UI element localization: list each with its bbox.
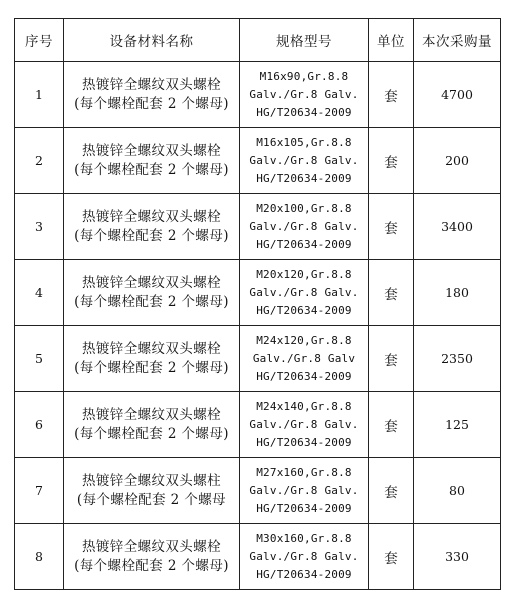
cell-unit: 套 <box>369 524 414 590</box>
material-name-line: (每个螺栓配套 2 个螺母) <box>74 557 229 574</box>
spec-line: M20x120,Gr.8.8 <box>256 267 352 281</box>
table-row <box>15 194 501 260</box>
spec-line: HG/T20634-2009 <box>256 369 352 383</box>
table-row <box>15 458 501 524</box>
cell-material-name <box>64 326 240 392</box>
header-serial-number: 序号 <box>15 19 64 62</box>
cell-material-name <box>64 524 240 590</box>
material-name-line: (每个螺栓配套 2 个螺母 <box>76 491 227 508</box>
spec-line: M16x90,Gr.8.8 <box>259 69 349 83</box>
material-name-line: (每个螺栓配套 2 个螺母) <box>74 293 229 310</box>
cell-material-name <box>64 458 240 524</box>
spec-line: HG/T20634-2009 <box>256 567 352 581</box>
cell-material-name <box>64 128 240 194</box>
cell-specification <box>240 326 369 392</box>
cell-material-name <box>64 62 240 128</box>
spec-line: HG/T20634-2009 <box>256 237 352 251</box>
cell-unit: 套 <box>369 260 414 326</box>
spec-line: Galv./Gr.8 Galv. <box>249 549 359 563</box>
cell-quantity: 2350 <box>414 326 501 392</box>
cell-quantity: 330 <box>414 524 501 590</box>
cell-specification <box>240 392 369 458</box>
material-name-line: (每个螺栓配套 2 个螺母) <box>74 161 229 178</box>
spec-line: Galv./Gr.8 Galv. <box>249 153 359 167</box>
material-name-line: 热镀锌全螺纹双头螺栓 <box>82 76 221 93</box>
cell-quantity: 80 <box>414 458 501 524</box>
spec-line: HG/T20634-2009 <box>256 501 352 515</box>
table-row <box>15 62 501 128</box>
cell-serial-number: 7 <box>15 458 64 524</box>
material-name-line: (每个螺栓配套 2 个螺母) <box>74 359 229 376</box>
table-row <box>15 392 501 458</box>
spec-line: M20x100,Gr.8.8 <box>256 201 352 215</box>
material-name-line: 热镀锌全螺纹双头螺栓 <box>82 274 221 291</box>
table-row <box>15 128 501 194</box>
cell-serial-number: 5 <box>15 326 64 392</box>
table-row <box>15 260 501 326</box>
spec-line: Galv./Gr.8 Galv. <box>249 285 359 299</box>
cell-unit: 套 <box>369 128 414 194</box>
material-name-line: 热镀锌全螺纹双头螺栓 <box>82 406 221 423</box>
cell-unit: 套 <box>369 194 414 260</box>
table-header-row <box>15 19 501 62</box>
spec-line: M24x140,Gr.8.8 <box>256 399 352 413</box>
header-specification: 规格型号 <box>240 19 369 62</box>
cell-quantity: 4700 <box>414 62 501 128</box>
material-name-line: (每个螺栓配套 2 个螺母) <box>74 227 229 244</box>
cell-material-name <box>64 194 240 260</box>
cell-quantity: 200 <box>414 128 501 194</box>
cell-specification <box>240 458 369 524</box>
spec-line: HG/T20634-2009 <box>256 171 352 185</box>
material-name-line: 热镀锌全螺纹双头螺栓 <box>82 208 221 225</box>
cell-serial-number: 8 <box>15 524 64 590</box>
material-name-line: 热镀锌全螺纹双头螺栓 <box>82 538 221 555</box>
cell-unit: 套 <box>369 326 414 392</box>
cell-quantity: 3400 <box>414 194 501 260</box>
cell-serial-number: 2 <box>15 128 64 194</box>
cell-specification <box>240 524 369 590</box>
cell-quantity: 180 <box>414 260 501 326</box>
header-purchase-quantity: 本次采购量 <box>414 19 501 62</box>
cell-serial-number: 4 <box>15 260 64 326</box>
cell-quantity: 125 <box>414 392 501 458</box>
cell-serial-number: 3 <box>15 194 64 260</box>
spec-line: Galv./Gr.8 Galv <box>252 351 356 365</box>
spec-line: Galv./Gr.8 Galv. <box>249 417 359 431</box>
cell-serial-number: 6 <box>15 392 64 458</box>
header-unit: 单位 <box>369 19 414 62</box>
spec-line: Galv./Gr.8 Galv. <box>249 87 359 101</box>
material-name-line: 热镀锌全螺纹双头螺栓 <box>82 340 221 357</box>
spec-line: HG/T20634-2009 <box>256 105 352 119</box>
cell-unit: 套 <box>369 392 414 458</box>
spec-line: M16x105,Gr.8.8 <box>256 135 352 149</box>
cell-specification <box>240 194 369 260</box>
material-name-line: 热镀锌全螺纹双头螺栓 <box>82 142 221 159</box>
header-material-name: 设备材料名称 <box>64 19 240 62</box>
cell-unit: 套 <box>369 62 414 128</box>
cell-specification <box>240 260 369 326</box>
table-row <box>15 524 501 590</box>
table-row <box>15 326 501 392</box>
material-name-line: 热镀锌全螺纹双头螺柱 <box>82 472 221 489</box>
procurement-table <box>14 18 501 590</box>
spec-line: HG/T20634-2009 <box>256 303 352 317</box>
cell-serial-number: 1 <box>15 62 64 128</box>
spec-line: HG/T20634-2009 <box>256 435 352 449</box>
material-name-line: (每个螺栓配套 2 个螺母) <box>74 425 229 442</box>
spec-line: M27x160,Gr.8.8 <box>256 465 352 479</box>
material-name-line: (每个螺栓配套 2 个螺母) <box>74 95 229 112</box>
spec-line: Galv./Gr.8 Galv. <box>249 219 359 233</box>
spec-line: Galv./Gr.8 Galv. <box>249 483 359 497</box>
spec-line: M24x120,Gr.8.8 <box>256 333 352 347</box>
cell-specification <box>240 128 369 194</box>
cell-material-name <box>64 392 240 458</box>
cell-unit: 套 <box>369 458 414 524</box>
cell-specification <box>240 62 369 128</box>
cell-material-name <box>64 260 240 326</box>
spec-line: M30x160,Gr.8.8 <box>256 531 352 545</box>
